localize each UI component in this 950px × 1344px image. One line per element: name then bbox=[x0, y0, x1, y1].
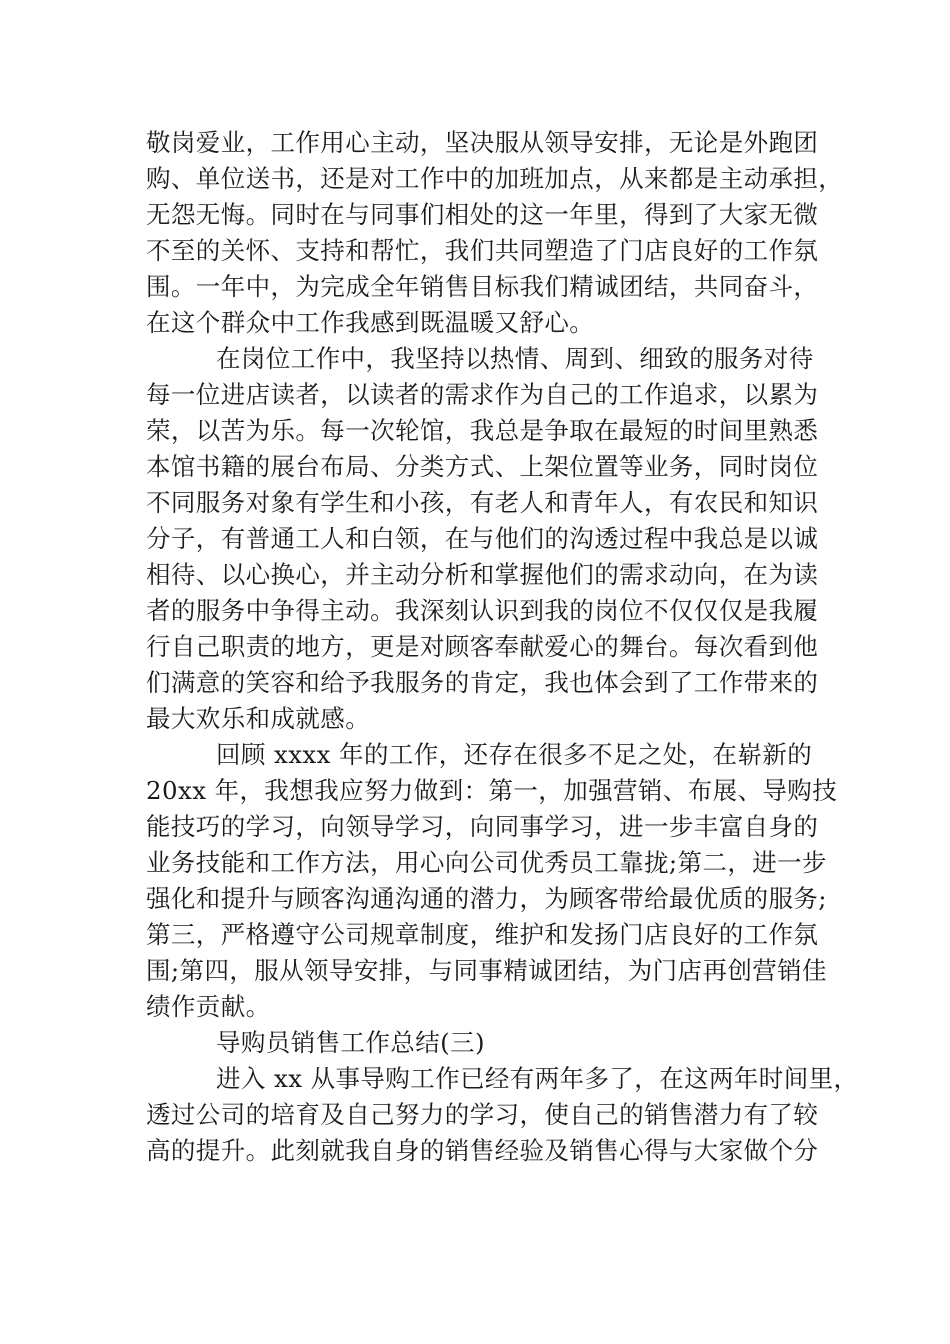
text-line: 无怨无悔。同时在与同事们相处的这一年里，得到了大家无微 bbox=[146, 200, 819, 229]
section-heading: 导购员销售工作总结(三) bbox=[216, 1028, 485, 1057]
text-line: 敬岗爱业，工作用心主动，坚决服从领导安排，无论是外跑团 bbox=[146, 128, 819, 157]
text-line: 第三，严格遵守公司规章制度，维护和发扬门店良好的工作氛 bbox=[146, 920, 819, 949]
text-line: 绩作贡献。 bbox=[146, 992, 271, 1021]
text-line: 们满意的笑容和给予我服务的肯定，我也体会到了工作带来的 bbox=[146, 668, 819, 697]
text-line: 荣，以苦为乐。每一次轮馆，我总是争取在最短的时间里熟悉 bbox=[146, 416, 819, 445]
text-line: 透过公司的培育及自己努力的学习，使自己的销售潜力有了较 bbox=[146, 1100, 819, 1129]
text-line: 不同服务对象有学生和小孩，有老人和青年人，有农民和知识 bbox=[146, 488, 819, 517]
text-line: 每一位进店读者，以读者的需求作为自己的工作追求，以累为 bbox=[146, 380, 819, 409]
text-line: 者的服务中争得主动。我深刻认识到我的岗位不仅仅仅是我履 bbox=[146, 596, 819, 625]
text-line: 业务技能和工作方法，用心向公司优秀员工靠拢;第二，进一步 bbox=[146, 848, 827, 877]
text-line: 本馆书籍的展台布局、分类方式、上架位置等业务，同时岗位 bbox=[146, 452, 819, 481]
paragraph-first-line: 回顾 xxxx 年的工作，还存在很多不足之处，在崭新的 bbox=[216, 740, 813, 769]
text-line: 在这个群众中工作我感到既温暖又舒心。 bbox=[146, 308, 595, 337]
paragraph-first-line: 进入 xx 从事导购工作已经有两年多了，在这两年时间里， bbox=[216, 1064, 859, 1093]
text-line: 强化和提升与顾客沟通沟通的潜力，为顾客带给最优质的服务; bbox=[146, 884, 827, 913]
text-line: 不至的关怀、支持和帮忙，我们共同塑造了门店良好的工作氛 bbox=[146, 236, 819, 265]
text-line: 相待、以心换心，并主动分析和掌握他们的需求动向，在为读 bbox=[146, 560, 819, 589]
text-line: 20xx 年，我想我应努力做到：第一，加强营销、布展、导购技 bbox=[146, 776, 838, 805]
text-line: 围。一年中，为完成全年销售目标我们精诚团结，共同奋斗， bbox=[146, 272, 819, 301]
text-line: 能技巧的学习，向领导学习，向同事学习，进一步丰富自身的 bbox=[146, 812, 819, 841]
text-line: 分子，有普通工人和白领，在与他们的沟透过程中我总是以诚 bbox=[146, 524, 819, 553]
paragraph-first-line: 在岗位工作中，我坚持以热情、周到、细致的服务对待 bbox=[216, 344, 814, 373]
text-line: 围;第四，服从领导安排，与同事精诚团结，为门店再创营销佳 bbox=[146, 956, 827, 985]
text-line: 行自己职责的地方，更是对顾客奉献爱心的舞台。每次看到他 bbox=[146, 632, 819, 661]
text-line: 最大欢乐和成就感。 bbox=[146, 704, 371, 733]
text-line: 高的提升。此刻就我自身的销售经验及销售心得与大家做个分 bbox=[146, 1136, 819, 1165]
text-line: 购、单位送书，还是对工作中的加班加点，从来都是主动承担， bbox=[146, 164, 844, 193]
